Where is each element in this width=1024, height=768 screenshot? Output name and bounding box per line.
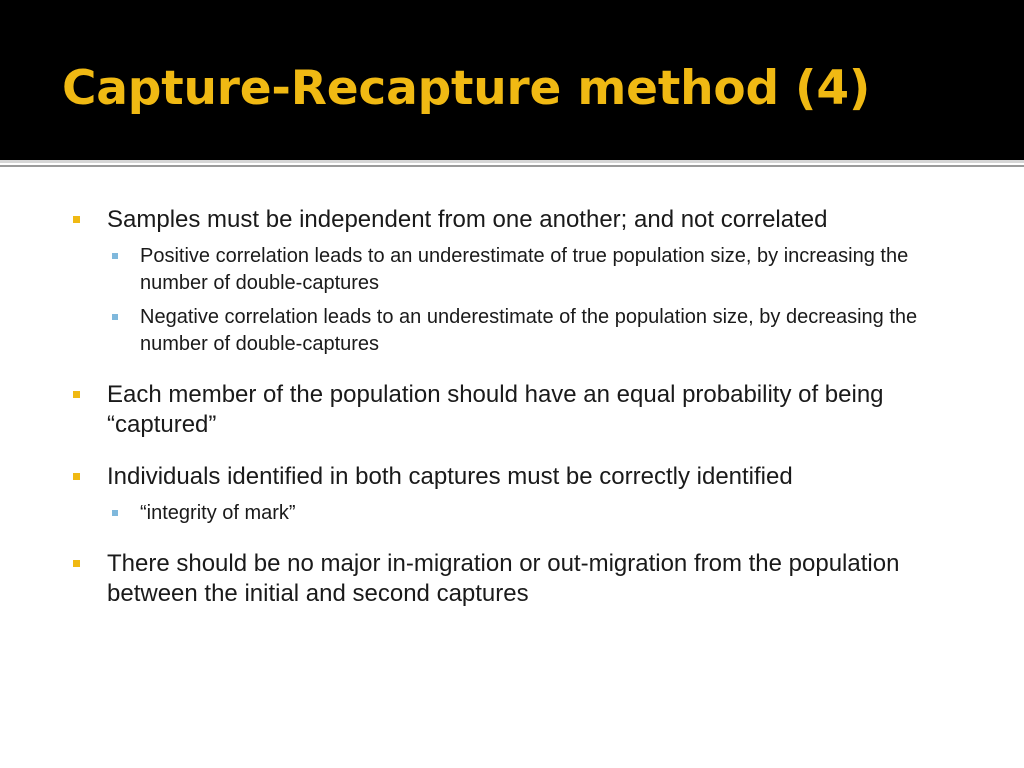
divider-dark bbox=[0, 165, 1024, 167]
bullet-list bbox=[70, 205, 970, 609]
bullet-item bbox=[70, 380, 970, 440]
sub-bullet-list bbox=[107, 243, 970, 358]
square-bullet-icon bbox=[73, 473, 80, 480]
divider-light bbox=[0, 160, 1024, 163]
bullet-text: Individuals identified in both captures must be correctly identified bbox=[107, 463, 793, 490]
bullet-text: Samples must be independent from one another; and not correlated bbox=[107, 206, 828, 233]
sub-bullet-item bbox=[107, 243, 970, 297]
sub-bullet-list bbox=[107, 500, 970, 527]
square-sub-bullet-icon bbox=[112, 253, 118, 259]
square-bullet-icon bbox=[73, 216, 80, 223]
sub-bullet-text: Negative correlation leads to an underestimate of the population size, by decreasing the number of double-captures bbox=[140, 306, 918, 355]
sub-bullet-item bbox=[107, 304, 970, 358]
sub-bullet-text: “integrity of mark” bbox=[140, 502, 296, 524]
square-bullet-icon bbox=[73, 391, 80, 398]
bullet-item bbox=[70, 205, 970, 358]
bullet-item bbox=[70, 549, 970, 609]
bullet-item bbox=[70, 462, 970, 527]
square-sub-bullet-icon bbox=[112, 314, 118, 320]
sub-bullet-text: Positive correlation leads to an underestimate of true population size, by increasing the number of double-captures bbox=[140, 245, 909, 294]
square-sub-bullet-icon bbox=[112, 510, 118, 516]
slide-title: Capture-Recapture method (4) bbox=[62, 61, 871, 116]
bullet-text: Each member of the population should have an equal probability of being “captured” bbox=[107, 381, 884, 438]
bullet-text: There should be no major in-migration or out-migration from the population between the initial and second captures bbox=[107, 550, 900, 607]
sub-bullet-item bbox=[107, 500, 970, 527]
title-bar bbox=[0, 0, 1024, 160]
square-bullet-icon bbox=[73, 560, 80, 567]
